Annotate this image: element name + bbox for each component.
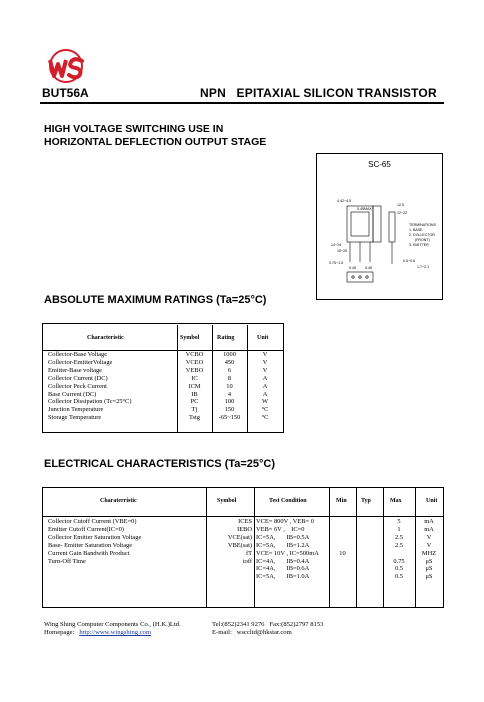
elec-min-cell [329,526,356,534]
terminal-label-1: 1. BASE [409,228,423,232]
elec-min-cell [329,534,356,542]
elec-max-cell: 2.5 [395,541,403,549]
elec-condition-cell: VEB= 6V , IC=0 [256,525,305,533]
email-address[interactable]: wsccltd@hkstar.com [236,629,292,636]
company-name: Wing Shing Computer Components Co., (H.K.)Ltd. [44,621,181,628]
abs-max-cell: 100 [224,398,235,406]
abs-max-cell: 1000 [223,351,236,358]
svg-text:1.7~2.1: 1.7~2.1 [417,265,430,269]
header-symbol: Symbol [180,335,200,341]
terminal-label-3: (FRONT) [415,238,430,242]
abs-max-cell: 6 [227,366,232,374]
svg-text:5.45: 5.45 [365,266,372,270]
abs-max-cell: V [262,358,268,366]
elec-symbol-cell: VBE(sat) [227,541,252,549]
svg-text:0.5~0.6: 0.5~0.6 [403,259,416,263]
elec-max-cell: 0.75 [393,557,405,565]
abs-max-cell: Tstg [189,414,200,422]
elec-unit-cell: V [426,541,432,549]
header-rule [40,102,444,104]
package-title: SC-65 [368,160,391,169]
abs-max-cell: Tj [191,406,198,414]
elec-characteristic-cell: Turn-Off Time [48,557,86,565]
abs-max-cell: Collector Current (DC) [48,374,108,382]
header-test-condition: Test Condition [269,498,307,504]
abs-max-cell: IB [191,390,198,398]
abs-max-cell: °C [261,414,269,422]
elec-max-cell: 2.5 [395,533,403,541]
package-outline-box [316,153,443,300]
elec-unit-col [415,518,443,581]
terminal-label-0: TERMINATIONS [409,223,436,227]
elec-max-cell: 1 [397,525,401,533]
abs-max-cell: A [262,390,268,398]
abs-max-cell: 4 [227,390,232,398]
homepage-label: Homepage: [44,629,75,636]
abs-max-title: ABSOLUTE MAXIMUM RATINGS (Ta=25°C) [44,294,267,306]
header-typ: Typ [361,498,371,504]
abs-max-cell: PC [190,398,199,406]
elec-condition-cell: IC=4A, IB=0.4A [256,557,310,565]
abs-max-cell: Collector-Base Voltage [48,351,108,358]
elec-unit-cell: μS [425,573,433,581]
application-line-1: HIGH VOLTAGE SWITCHING USE IN [44,123,224,135]
abs-max-cell: -65~150 [218,414,241,422]
abs-max-cell: 10 [226,382,233,390]
elec-unit-cell: μS [425,557,433,565]
svg-text:12~22: 12~22 [397,211,408,215]
header-max: Max [390,498,402,504]
elec-symbol-cell: IEBO [237,525,252,533]
company-logo [44,46,88,86]
elec-unit-cell: V [426,533,432,541]
abs-max-cell: ICM [188,382,201,390]
elec-unit-cell: MHZ [421,549,437,557]
abs-max-symbol-col [177,351,212,422]
abs-max-cell: A [262,374,268,382]
elec-max-cell: 5 [397,518,401,525]
elec-unit-cell: mA [424,518,434,525]
abs-max-cell: VCBO [185,351,204,358]
elec-characteristic-cell: Collector Emitter Saturation Voltage [48,533,142,541]
svg-text:12.5: 12.5 [397,203,404,207]
abs-max-cell: 450 [224,358,235,366]
header-rating: Rating [217,335,235,341]
header-characteristic: Characteristic [87,335,124,341]
abs-max-cell: V [262,351,268,358]
elec-max-cell [383,550,415,558]
abs-max-rating-col [212,351,247,422]
elec-condition-cell: IC=5A, IB=1.2A [256,541,310,549]
header-symbol: Symbol [217,498,237,504]
terminal-label-4: 3. EMITTER [409,243,429,247]
abs-max-cell: V [262,366,268,374]
application-line-2: HORIZONTAL DEFLECTION OUTPUT STAGE [44,136,267,148]
elec-symbol-cell: toff [242,557,252,565]
elec-condition-cell: IC=4A, IB=0.6A [256,565,310,573]
abs-max-table [42,323,284,433]
elec-title: ELECTRICAL CHARACTERISTICS (Ta=25°C) [44,458,276,470]
abs-max-cell: Collector Peck Current [48,382,107,390]
application-subtitle [44,123,266,149]
footer-right [212,621,323,637]
footer-left [44,621,181,637]
contact-phone-fax: Tel:(852)2341 9276 Fax:(852)2797 8153 [212,621,324,628]
abs-max-cell: W [261,398,269,406]
abs-max-cell: Collector Dissipation (Tc=25°C) [48,398,132,406]
elec-table [42,487,444,608]
elec-min-cell [329,542,356,550]
header-unit: Unit [426,498,438,504]
elec-condition-col [256,518,330,581]
header-unit: Unit [257,335,269,341]
elec-symbol-col [206,518,254,565]
col-divider [356,488,357,607]
abs-max-cell: 150 [224,406,235,414]
abs-max-cell: Collector-EmitterVoltage [48,358,113,366]
homepage-link[interactable]: http://www.wingshing.com [79,629,152,636]
elec-unit-cell: mA [424,525,434,533]
svg-text:5.45: 5.45 [349,266,356,270]
svg-text:4.42~4.5: 4.42~4.5 [337,199,352,203]
header-characteristic: Charaterristic [100,498,137,504]
elec-symbol-cell: fT [245,549,252,557]
elec-condition-cell: VCE= 10V , IC=500mA [256,549,319,557]
elec-unit-cell: μS [425,565,433,573]
abs-max-cell: Storage Temperature [48,414,102,422]
header-min: Min [336,498,347,504]
abs-max-cell: 8 [227,374,232,382]
elec-max-cell: 0.5 [395,565,403,573]
abs-max-characteristic-col [48,351,176,422]
elec-condition-cell: VCE= 800V , VEB= 0 [256,518,314,525]
elec-characteristic-cell: Collector Cutoff Current (VBE=0) [48,518,137,525]
abs-max-cell: Junction Temperature [48,406,104,414]
abs-max-cell: IC [191,374,198,382]
abs-max-cell: °C [261,406,269,414]
svg-text:14~24: 14~24 [331,243,342,247]
elec-min-cell [329,518,356,526]
package-drawing [317,154,442,299]
elec-condition-cell: IC=5A, IB=0.5A [256,533,310,541]
abs-max-cell: VCEO [185,358,204,366]
abs-max-cell: A [262,382,268,390]
svg-text:0.75~1.0: 0.75~1.0 [329,261,344,265]
elec-min-cell: 10 [339,549,346,557]
elec-characteristic-col [48,518,206,565]
abs-max-cell: Emitter-Base voltage [48,366,102,374]
col-divider [254,488,255,607]
email-label: E-mail: [212,629,232,636]
elec-characteristic-cell: Base- Emitter Saturation Voltage [48,541,133,549]
device-description: NPN EPITAXIAL SILICON TRANSISTOR [200,86,437,100]
elec-max-cell: 0.5 [395,573,403,581]
svg-text:0.45MAX: 0.45MAX [357,207,372,211]
abs-max-cell: Base Current (DC) [48,390,97,398]
elec-max-col [383,518,415,581]
elec-characteristic-cell: Current Gain Bandwith Product [48,549,130,557]
terminal-label-2: 2. COLLECTOR [409,233,435,237]
abs-max-unit-col [247,351,283,422]
elec-condition-cell: IC=5A, IB=1.0A [256,573,310,581]
elec-characteristic-cell: Emitter Cutoff Current(IC=0) [48,525,124,533]
elec-min-col [329,518,356,558]
elec-symbol-cell: ICES [238,518,252,525]
elec-symbol-cell: VCE(sat) [227,533,252,541]
part-number: BUT56A [42,86,89,100]
abs-max-cell: VEBO [185,366,204,374]
svg-text:15~20: 15~20 [337,249,348,253]
